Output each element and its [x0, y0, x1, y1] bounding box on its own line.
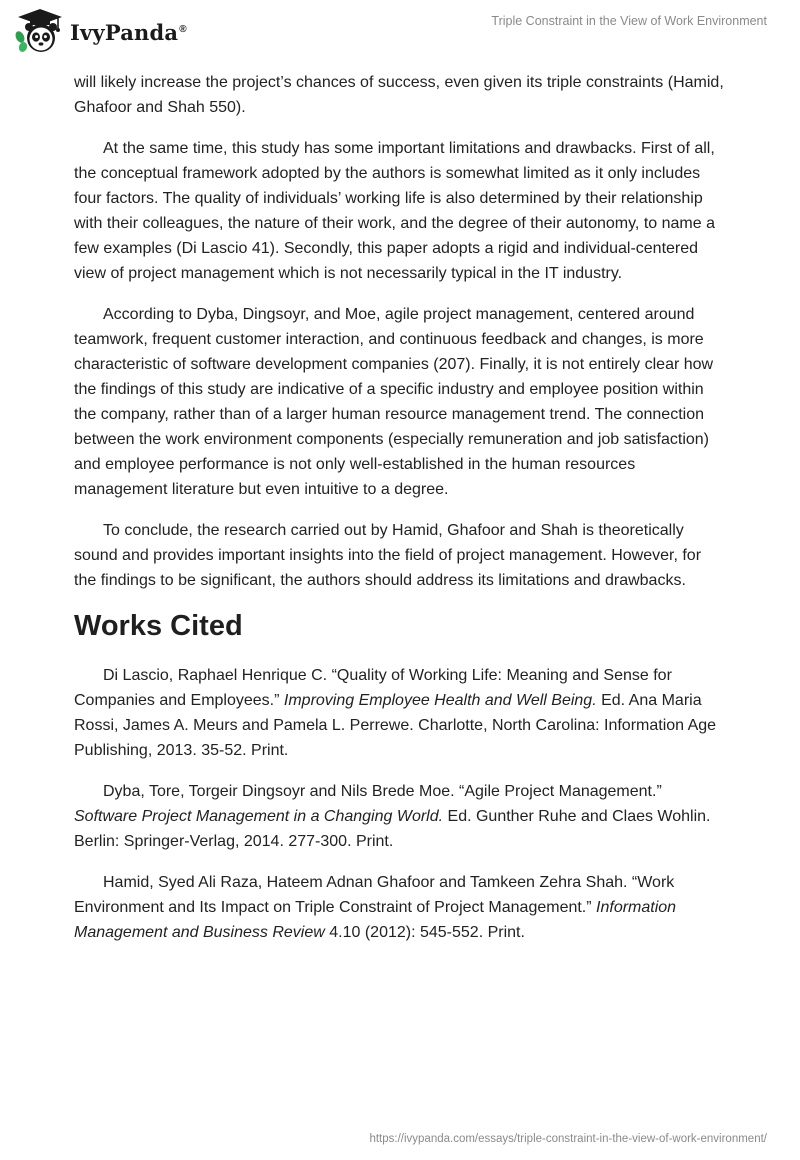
citation-title: Software Project Management in a Changing World. [74, 808, 444, 825]
citation-title: Information Management and Business Review [74, 899, 677, 941]
citation-entry [74, 779, 726, 854]
citation-text: Ed. Gunther Ruhe and Claes Wohlin. Berlin: Springer-Verlag, 2014. 277-300. Print. [74, 808, 711, 850]
body-paragraph: To conclude, the research carried out by Hamid, Ghafoor and Shah is theoretically sound and provides important insights into the field of project management. However, for the findings to be significant, the authors should address its limitations and drawbacks. [74, 522, 702, 589]
source-url[interactable]: https://ivypanda.com/essays/triple-constraint-in-the-view-of-work-environment/ [369, 1133, 767, 1145]
citation-text: Di Lascio, Raphael Henrique C. “Quality of Working Life: Meaning and Sense for Companies and Employees.” [74, 667, 672, 709]
body-paragraph: At the same time, this study has some important limitations and drawbacks. First of all, the conceptual framework adopted by the authors is somewhat limited as it only includes four factors. The quality of individuals’ working life is also determined by their relationship with their colleagues, the nature of their work, and the degree of their autonomy, to name a few examples (Di Lascio 41). Secondly, this paper adopts a rigid and individual-centered view of project management which is not necessarily typical in the IT industry. [74, 140, 715, 282]
ivypanda-logo[interactable] [14, 6, 187, 56]
body-paragraph: According to Dyba, Dingsoyr, and Moe, agile project management, centered around teamwork, frequent customer interaction, and continuous feedback and changes, is more characteristic of software development companies (207). Finally, it is not entirely clear how the findings of this study are indicative of a specific industry and employee position within the company, rather than of a larger human resource management trend. The connection between the work environment components (especially remuneration and job satisfaction) and employee performance is not only well-established in the human resources management literature but even intuitive to a degree. [74, 306, 714, 498]
citation-text: Hamid, Syed Ali Raza, Hateem Adnan Ghafoor and Tamkeen Zehra Shah. “Work Environment and Its Impact on Triple Constraint of Project Management.” [74, 874, 675, 916]
page-header [0, 0, 800, 60]
essay-content [74, 70, 726, 961]
brand-name: IvyPanda® [70, 19, 187, 45]
citation-text: Dyba, Tore, Torgeir Dingsoyr and Nils Brede Moe. “Agile Project Management.” [103, 783, 662, 800]
citation-text: 4.10 (2012): 545-552. Print. [324, 924, 525, 941]
panda-graduate-icon [14, 7, 66, 55]
citation-text: Ed. Ana Maria Rossi, James A. Meurs and Pamela L. Perrewe. Charlotte, North Carolina: Information Age Publishing, 2013. 35-52. Print. [74, 692, 717, 759]
registered-mark: ® [179, 23, 187, 35]
document-title: Triple Constraint in the View of Work Environment [491, 14, 767, 28]
citation-entry [74, 870, 726, 945]
body-paragraph: will likely increase the project’s chances of success, even given its triple constraints (Hamid, Ghafoor and Shah 550). [74, 74, 724, 116]
works-cited-heading: Works Cited [74, 610, 243, 642]
citation-title: Improving Employee Health and Well Being. [283, 692, 597, 709]
citation-entry [74, 663, 726, 763]
